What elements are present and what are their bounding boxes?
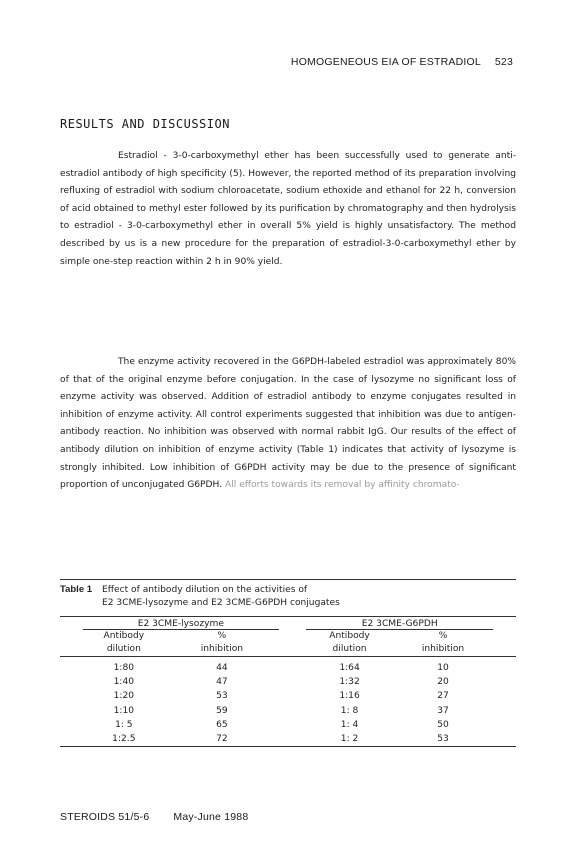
g6-dilution-cell: 1:16: [339, 691, 360, 702]
table-row: [60, 704, 516, 718]
group-header-lysozyme-text: E2 3CME-lysozyme: [137, 619, 224, 629]
lys-inhibition-cell: 59: [216, 705, 228, 716]
table-subheader: [60, 630, 516, 644]
table-group-header: [60, 617, 516, 630]
table-caption-line-2: E2 3CME-lysozyme and E2 3CME-G6PDH conjugates: [102, 598, 340, 608]
col-head-lys-inhibition: inhibition: [165, 643, 279, 657]
table-subheader-2: [60, 643, 516, 657]
table-row: [60, 657, 516, 676]
col-head-g6-inhibition: inhibition: [393, 643, 493, 657]
g6-inhibition-cell: 27: [437, 691, 449, 702]
g6-dilution-cell: 1: 8: [340, 705, 359, 716]
lys-dilution-cell: 1:2.5: [83, 732, 165, 747]
group-header-g6pdh-text: E2 3CME-G6PDH: [361, 619, 438, 629]
col-head-g6-percent: %: [438, 631, 448, 641]
g6-inhibition-cell: 50: [437, 719, 449, 730]
lys-inhibition-cell: 44: [216, 663, 228, 673]
g6-dilution-cell: 1:64: [339, 663, 360, 673]
paragraph-2-tail: All efforts towards its removal by affinity chromato-: [225, 480, 460, 491]
col-head-lys-percent: %: [217, 631, 227, 641]
g6-inhibition-cell: 10: [437, 663, 449, 673]
table-row: [60, 675, 516, 689]
col-head-g6-dilution: dilution: [306, 643, 393, 657]
section-title: RESULTS AND DISCUSSION: [60, 117, 230, 131]
g6-inhibition-cell: 37: [437, 705, 449, 716]
lys-inhibition-cell: 47: [216, 677, 228, 688]
lys-inhibition-cell: 65: [216, 719, 228, 730]
paragraph-2: [60, 354, 516, 495]
group-header-lysozyme: [83, 617, 279, 630]
col-head-g6-antibody: Antibody: [329, 631, 370, 641]
g6-inhibition-cell: 20: [437, 677, 449, 688]
lys-inhibition-cell: 72: [165, 732, 279, 747]
table-caption-line-1: Effect of antibody dilution on the activities of: [102, 585, 308, 595]
table-caption-text: [102, 584, 340, 610]
group-header-g6pdh: [306, 617, 493, 630]
lys-dilution-cell: 1: 5: [115, 719, 133, 730]
table-row: [60, 718, 516, 732]
col-head-lys-dilution: dilution: [83, 643, 165, 657]
g6-inhibition-cell: 53: [393, 732, 493, 747]
paragraph-1: Estradiol - 3-0-carboxymethyl ether has been successfully used to generate anti-estradiol antibody of high specificity (5). However, the reported method of its preparation involving refluxing of estradiol with sodium chloroacetate, sodium ethoxide and ethanol for 22 h, conversion of acid obtained to methyl ester followed by its purification by chromatography and then hydrolysis to estradiol - 3-0-carboxymethyl ether in overall 5% yield is highly unsatisfactory. The method described by us is a new procedure for the preparation of estradiol-3-0-carboxymethyl ether by simple one-step reaction within 2 h in 90% yield.: [60, 151, 516, 267]
page-number: 523: [494, 56, 513, 68]
g6-dilution-cell: 1:32: [339, 677, 360, 688]
lys-dilution-cell: 1:80: [113, 663, 135, 673]
col-head-lys-antibody: Antibody: [103, 631, 145, 641]
inhibition-table: [60, 616, 516, 747]
table-1: [60, 579, 516, 747]
paragraph-2-text: The enzyme activity recovered in the G6PDH-labeled estradiol was approximately 80% of that of the original enzyme before conjugation. In the case of lysozyme no significant loss of enzyme activity was observed. Addition of estradiol antibody to enzyme conjugates resulted in inhibition of enzyme activity. All control experiments suggested that inhibition was due to antigen-antibody reaction. No inhibition was observed with normal rabbit IgG. Our results of the effect of antibody dilution on inhibition of enzyme activity (Table 1) indicates that activity of lysozyme is strongly inhibited. Low inhibition of G6PDH activity may be due to the presence of significant proportion of unconjugated G6PDH.: [60, 357, 516, 491]
lys-dilution-cell: 1:10: [113, 705, 135, 716]
table-caption: [60, 579, 516, 614]
running-head: [60, 56, 513, 68]
lys-dilution-cell: 1:40: [113, 677, 135, 688]
page-footer: [60, 811, 248, 823]
table-body: [60, 657, 516, 747]
table-label: Table 1: [60, 584, 93, 595]
lys-inhibition-cell: 53: [216, 691, 228, 702]
running-head-title: HOMOGENEOUS EIA OF ESTRADIOL: [290, 56, 481, 68]
table-row: [60, 732, 516, 747]
footer-journal: STEROIDS 51/5-6: [60, 811, 150, 823]
lys-dilution-cell: 1:20: [113, 691, 135, 702]
table-row: [60, 689, 516, 703]
footer-date: May-June 1988: [173, 811, 249, 823]
g6-dilution-cell: 1: 4: [340, 719, 359, 730]
g6-dilution-cell: 1: 2: [306, 732, 393, 747]
